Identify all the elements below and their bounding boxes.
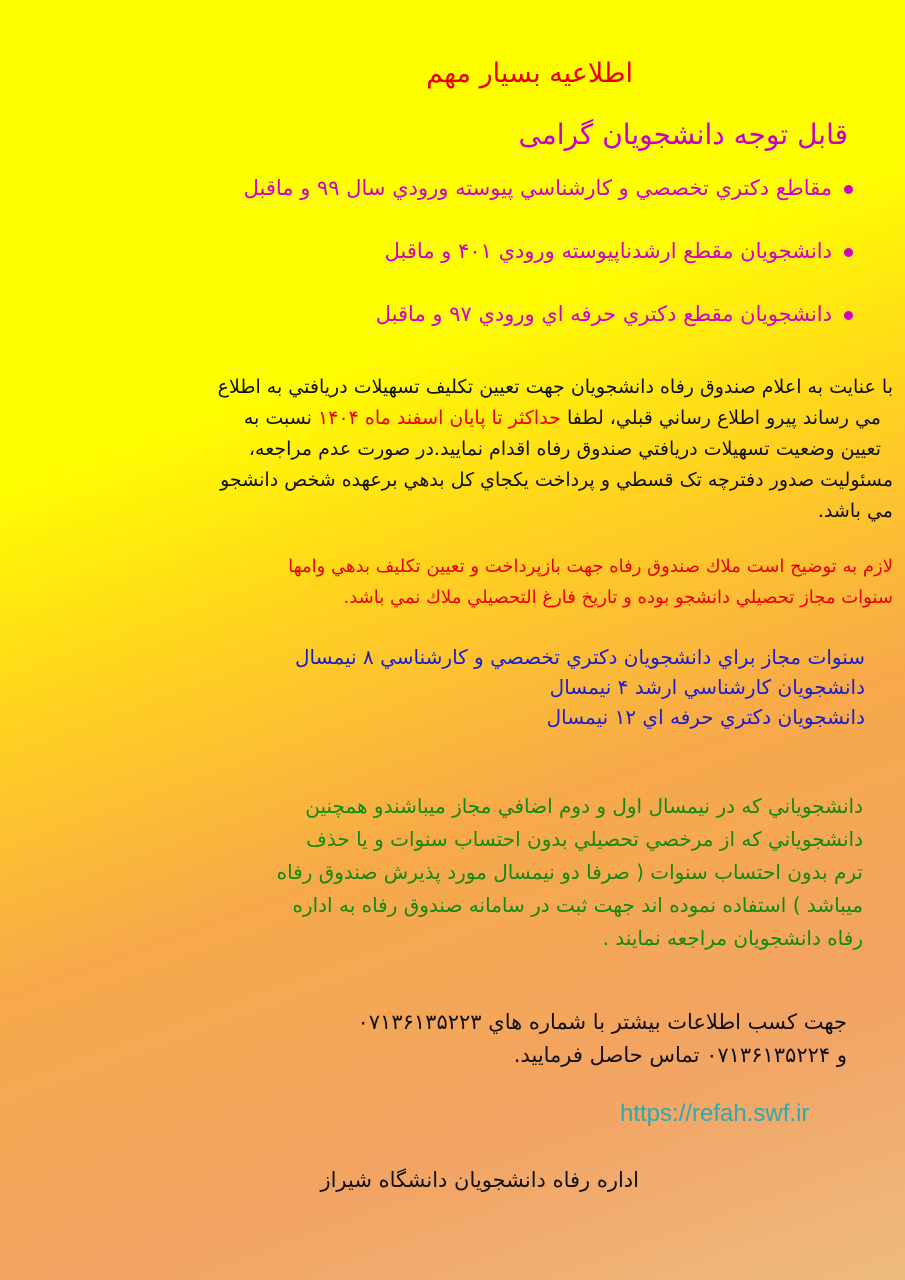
paragraph-line: مسئوليت صدور دفترچه تک قسطي و پرداخت يكجاي كل بدهي برعهده شخص دانشجو — [220, 469, 893, 491]
criteria-note — [288, 551, 893, 613]
paragraph-line: سنوات مجاز تحصيلي دانشجو بوده و تاريخ فارغ التحصيلي ملاك نمي باشد. — [343, 587, 893, 608]
bullet-icon — [844, 248, 853, 257]
extra-semesters-note — [277, 790, 863, 955]
paragraph-line: دانشجويان دكتري حرفه اي ۱۲ نيمسال — [546, 705, 865, 729]
website-link[interactable]: https://refah.swf.ir — [620, 1100, 810, 1127]
bullet-icon — [844, 185, 853, 194]
list-item — [244, 235, 853, 298]
paragraph-line: دانشجوياني كه در نيمسال اول و دوم اضافي مجاز ميباشندو همچنين — [305, 794, 863, 818]
list-item-text: دانشجويان مقطع دكتري حرفه اي ورودي ۹۷ و ماقبل — [375, 302, 832, 326]
paragraph-line: دانشجويان كارشناسي ارشد ۴ نيمسال — [549, 675, 865, 699]
paragraph-line: جهت كسب اطلاعات بيشتر با شماره هاي ۰۷۱۳۶۱۳۵۲۲۳ — [357, 1010, 847, 1034]
paragraph-line: تعيين وضعيت تسهيلات دريافتي صندوق رفاه اقدام نماييد.در صورت عدم مراجعه، — [248, 438, 881, 460]
eligible-groups-list — [244, 172, 853, 361]
page-title: اطلاعیه بسیار مهم — [426, 58, 633, 89]
contact-info — [358, 1006, 848, 1072]
list-item-text: دانشجويان مقطع ارشدناپيوسته ورودي ۴۰۱ و ماقبل — [384, 239, 832, 263]
allowed-semesters — [295, 642, 865, 732]
paragraph-text: نسبت به — [243, 407, 319, 429]
paragraph-line: رفاه دانشجويان مراجعه نمايند . — [602, 926, 863, 950]
paragraph-line: دانشجوياني كه از مرخصي تحصيلي بدون احتساب سنوات و يا حذف — [306, 827, 863, 851]
paragraph-line: ترم بدون احتساب سنوات ( صرفا دو نيمسال مورد پذيرش صندوق رفاه — [276, 860, 863, 884]
paragraph-line: با عنايت به اعلام صندوق رفاه دانشجويان جهت تعيين تكليف تسهيلات دريافتي به اطلاع — [217, 376, 893, 398]
paragraph-line: ميباشد ) استفاده نموده اند جهت ثبت در سامانه صندوق رفاه به اداره — [292, 893, 863, 917]
paragraph-line: مي باشد. — [817, 500, 893, 522]
paragraph-line: و ۰۷۱۳۶۱۳۵۲۲۴ تماس حاصل فرماييد. — [513, 1043, 847, 1067]
paragraph-line: سنوات مجاز براي دانشجويان دكتري تخصصي و كارشناسي ۸ نيمسال — [295, 645, 865, 669]
list-item — [244, 298, 853, 361]
paragraph-line: لازم به توضيح است ملاك صندوق رفاه جهت بازپرداخت و تعيين تكليف بدهي وامها — [288, 556, 893, 577]
deadline-highlight: حداكثر تا پايان اسفند ماه ۱۴۰۴ — [318, 407, 561, 429]
deadline-paragraph — [13, 372, 893, 527]
footer-signature: اداره رفاه دانشجويان دانشگاه شيراز — [320, 1168, 639, 1192]
list-item-text: مقاطع دكتري تخصصي و كارشناسي پيوسته ورودي سال ۹۹ و ماقبل — [243, 176, 832, 200]
page-subtitle: قابل توجه دانشجویان گرامی — [518, 118, 848, 151]
bullet-icon — [844, 311, 853, 320]
paragraph-line — [13, 403, 893, 434]
paragraph-text: مي رساند پيرو اطلاع رساني قبلي، لطفا — [560, 407, 881, 429]
list-item — [244, 172, 853, 235]
